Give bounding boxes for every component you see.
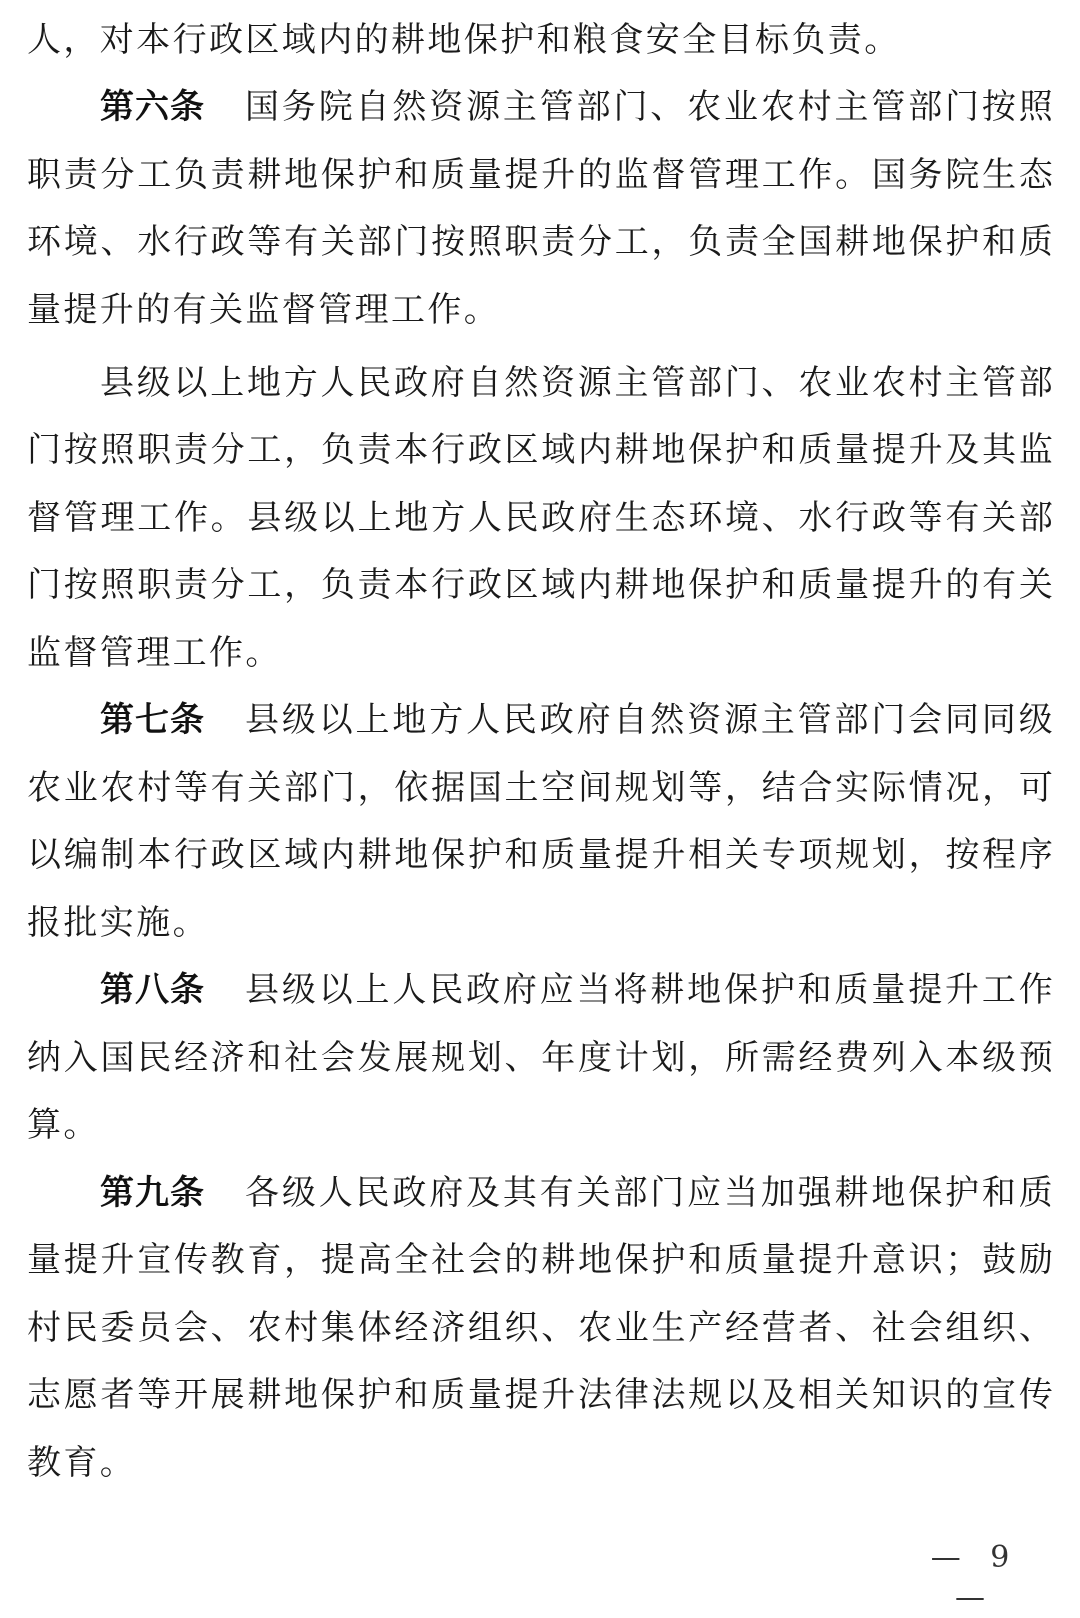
justified-line [100,85,1053,129]
article-heading: 第七条 [100,700,205,740]
text-line-content: 县 级 以 上 地 方 人 民 政 府 自 然 资 源 主 管 部 门 会 同 同 级 [245,700,1053,740]
text-line-content: 以 编 制 本 行 政 区 域 内 耕 地 保 护 和 质 量 提 升 相 关 专 项 规 划 ， 按 程 序 [27,835,1053,875]
text-line-content: 纳 入 国 民 经 济 和 社 会 发 展 规 划 、 年 度 计 划 ， 所 需 经 费 列 入 本 级 预 [27,1038,1053,1078]
text-line [27,833,1053,877]
justified-line [100,698,1053,742]
text-line-content: 门 按 照 职 责 分 工 ， 负 责 本 行 政 区 域 内 耕 地 保 护 和 质 量 提 升 及 其 监 [27,430,1053,470]
text-line [27,1441,1053,1485]
text-line-content: 量提升的有关监督管理工作。 [27,290,501,330]
article-heading: 第六条 [100,87,205,127]
text-line-content: 志 愿 者 等 开 展 耕 地 保 护 和 质 量 提 升 法 律 法 规 以 及 相 关 知 识 的 宣 传 [27,1375,1053,1415]
text-line [27,1238,1053,1282]
text-line [27,901,1053,945]
article-heading: 第九条 [100,1173,205,1213]
text-line-content: 算。 [27,1105,100,1145]
text-line-content: 人，对本行政区域内的耕地保护和粮食安全目标负责。 [27,20,901,60]
text-line-content: 各 级 人 民 政 府 及 其 有 关 部 门 应 当 加 强 耕 地 保 护 和 质 [245,1173,1053,1213]
justified-line [100,1171,1053,1215]
paragraph-first-line [100,361,1053,405]
text-line [27,153,1053,197]
text-line [27,1103,1053,1147]
text-line [27,1036,1053,1080]
text-line-content: 村 民 委 员 会 、 农 村 集 体 经 济 组 织 、 农 业 生 产 经 营 者 、 社 会 组 织 、 [27,1308,1053,1348]
text-line-content: 监督管理工作。 [27,633,282,673]
text-line-content: 量 提 升 宣 传 教 育 ， 提 高 全 社 会 的 耕 地 保 护 和 质 量 提 升 意 识 ； 鼓 励 [27,1240,1053,1280]
text-line-content: 报批实施。 [27,903,209,943]
text-line [27,563,1053,607]
text-line [27,18,1053,62]
text-line-content: 职 责 分 工 负 责 耕 地 保 护 和 质 量 提 升 的 监 督 管 理 工 作 。 国 务 院 生 态 [27,155,1053,195]
article-heading: 第八条 [100,970,205,1010]
article-7-first-line [100,698,1053,742]
text-line [27,220,1053,264]
text-line [27,428,1053,472]
text-line-content: 农 业 农 村 等 有 关 部 门 ， 依 据 国 土 空 间 规 划 等 ， 结 合 实 际 情 况 ， 可 [27,768,1053,808]
article-8-first-line [100,968,1053,1012]
text-line-content: 县 级 以 上 人 民 政 府 应 当 将 耕 地 保 护 和 质 量 提 升 工 作 [245,970,1053,1010]
text-line [27,631,1053,675]
text-line-content: 县 级 以 上 地 方 人 民 政 府 自 然 资 源 主 管 部 门 、 农 业 农 村 主 管 部 [100,363,1053,403]
text-line [27,766,1053,810]
text-line-content: 教育。 [27,1443,137,1483]
text-line-content: 门 按 照 职 责 分 工 ， 负 责 本 行 政 区 域 内 耕 地 保 护 和 质 量 提 升 的 有 关 [27,565,1053,605]
text-line-content: 国 务 院 自 然 资 源 主 管 部 门 、 农 业 农 村 主 管 部 门 按 照 [245,87,1053,127]
text-line [27,288,1053,332]
justified-line [100,968,1053,1012]
text-line [27,496,1053,540]
article-9-first-line [100,1171,1053,1215]
text-line-content: 督 管 理 工 作 。 县 级 以 上 地 方 人 民 政 府 生 态 环 境 、 水 行 政 等 有 关 部 [27,498,1053,538]
text-line-content: 环 境 、 水 行 政 等 有 关 部 门 按 照 职 责 分 工 ， 负 责 全 国 耕 地 保 护 和 质 [27,222,1053,262]
text-line [27,1373,1053,1417]
text-line [27,1306,1053,1350]
page-number: — 9 — [930,1540,1020,1615]
article-6-first-line [100,85,1053,129]
